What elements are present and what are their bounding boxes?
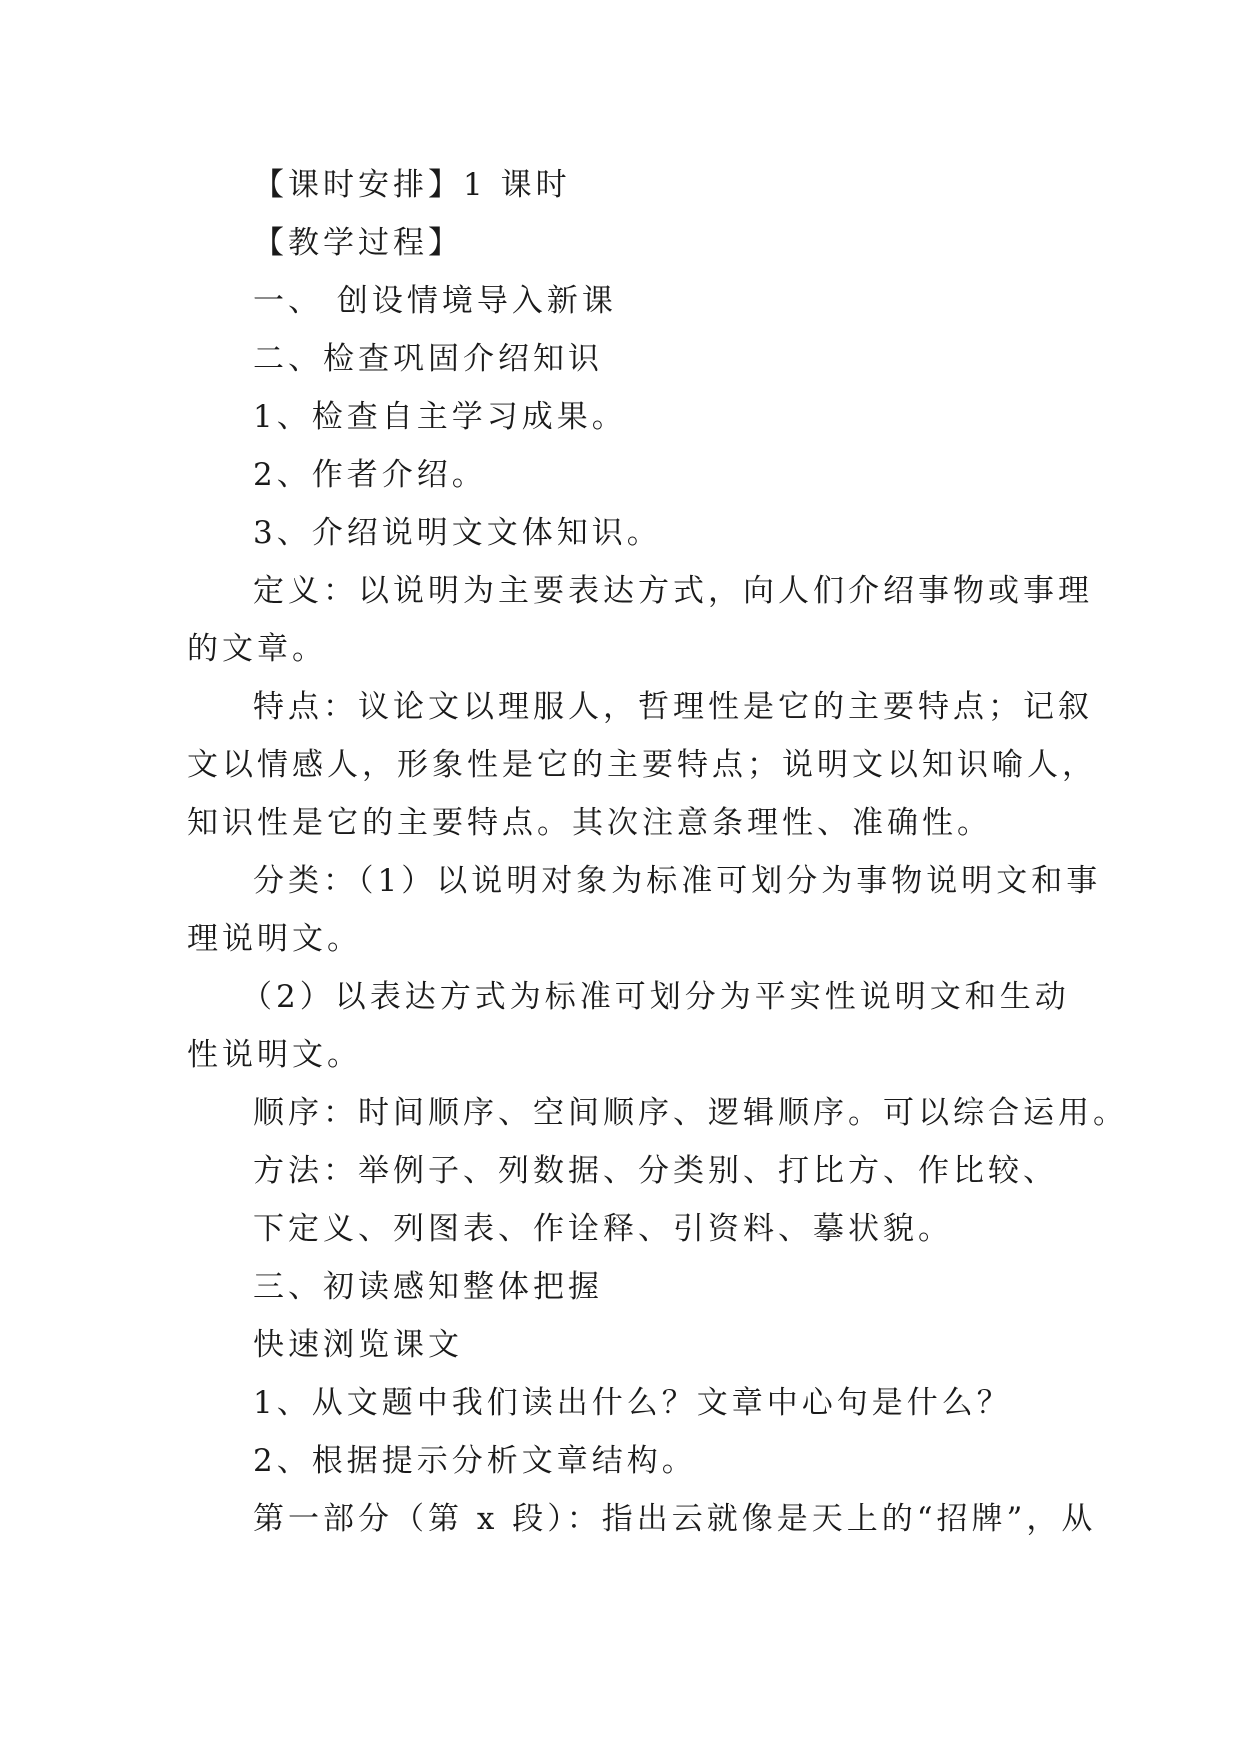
classification-paragraph: 分类：（1）以说明对象为标准可划分为事物说明文和事 [253,863,1102,899]
section-heading-3: 三、初读感知整体把握 [253,1269,603,1305]
classification-paragraph-2-cont: 性说明文。 [187,1037,362,1073]
structure-part-1: 第一部分（第 x 段）：指出云就像是天上的“招牌”，从 [253,1501,1097,1537]
section-heading-2: 二、检查巩固介绍知识 [253,341,603,377]
definition-paragraph-cont: 的文章。 [187,631,327,667]
lesson-schedule-line: 【课时安排】1 课时 [253,167,571,203]
skim-text-line: 快速浏览课文 [253,1327,463,1363]
features-paragraph: 特点：议论文以理服人，哲理性是它的主要特点；记叙 [253,689,1093,725]
list-item: 1、检查自主学习成果。 [253,399,627,435]
question-item: 1、从文题中我们读出什么？文章中心句是什么？ [253,1385,1012,1421]
question-item: 2、根据提示分析文章结构。 [253,1443,697,1479]
section-heading-1: 一、 创设情境导入新课 [253,283,617,319]
features-paragraph-cont: 文以情感人，形象性是它的主要特点；说明文以知识喻人， [187,747,1097,783]
classification-paragraph-cont: 理说明文。 [187,921,362,957]
teaching-process-heading: 【教学过程】 [253,225,463,261]
definition-paragraph: 定义：以说明为主要表达方式，向人们介绍事物或事理 [253,573,1093,609]
list-item: 2、作者介绍。 [253,457,487,493]
classification-paragraph-2: （2）以表达方式为标准可划分为平实性说明文和生动 [241,979,1070,1015]
order-paragraph: 顺序：时间顺序、空间顺序、逻辑顺序。可以综合运用。 [253,1095,1128,1131]
document-body [187,156,1128,1548]
methods-paragraph-cont: 下定义、列图表、作诠释、引资料、摹状貌。 [253,1211,953,1247]
features-paragraph-cont: 知识性是它的主要特点。其次注意条理性、准确性。 [187,805,992,841]
methods-paragraph: 方法：举例子、列数据、分类别、打比方、作比较、 [253,1153,1058,1189]
list-item: 3、介绍说明文文体知识。 [253,515,662,551]
